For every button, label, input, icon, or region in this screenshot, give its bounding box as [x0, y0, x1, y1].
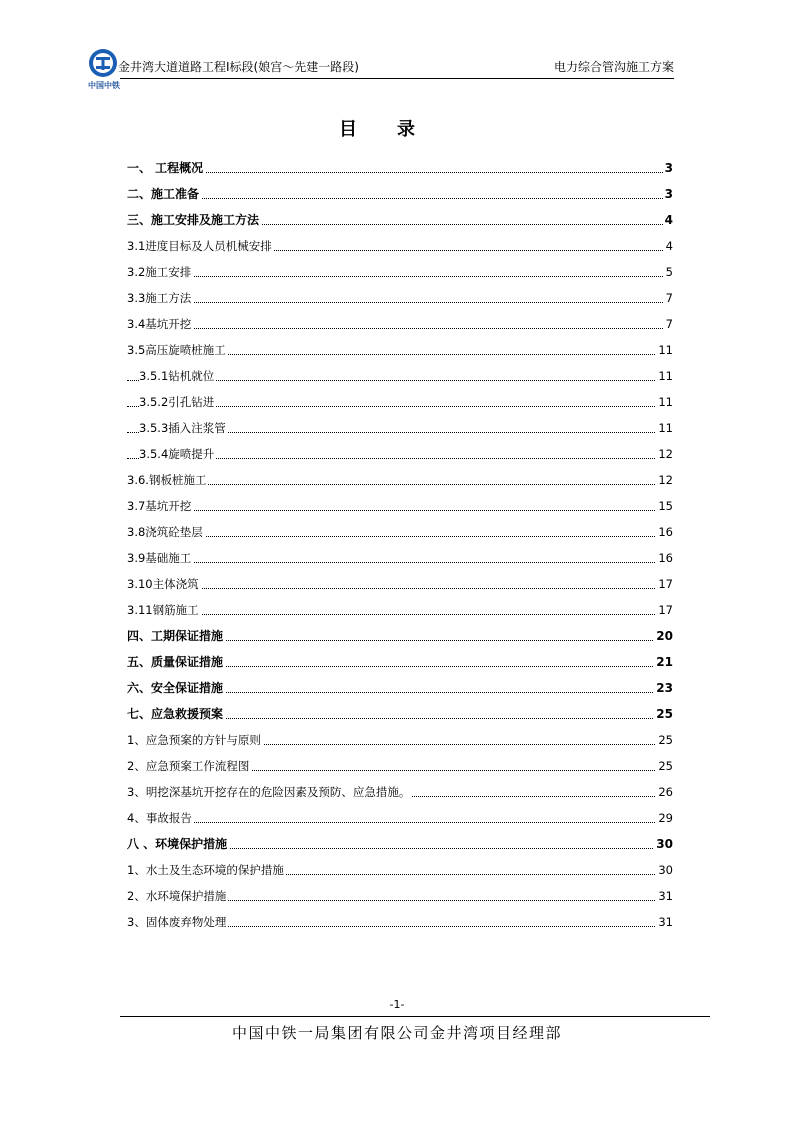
toc-entry-page: 7: [665, 317, 673, 331]
toc-entry-label: 二、施工准备: [127, 187, 200, 201]
logo-caption: 中国中铁: [88, 81, 120, 90]
toc-entry-label: 1、应急预案的方针与原则: [127, 733, 261, 747]
page-number: -1-: [389, 998, 405, 1011]
toc-entry-label: 八 、环境保护措施: [127, 837, 228, 851]
toc-entry[interactable]: [127, 784, 673, 800]
toc-entry-page: 20: [656, 629, 673, 643]
toc-leader-dots: [127, 276, 673, 277]
toc-entry-page: 25: [658, 733, 673, 747]
toc-entry-page: 3: [664, 187, 673, 201]
toc-entry[interactable]: [127, 290, 673, 306]
toc-entry-page: 5: [665, 265, 673, 279]
toc-entry[interactable]: [127, 264, 673, 280]
toc-leader-dots: [127, 536, 673, 537]
toc-entry-page: 11: [658, 343, 673, 357]
page-title: 目录: [339, 119, 455, 140]
toc-leader-dots: [127, 588, 673, 589]
toc-leader-dots: [127, 484, 673, 485]
toc-entry[interactable]: [127, 238, 673, 254]
toc-entry-label: 3.6.钢板桩施工: [127, 473, 207, 487]
toc-entry[interactable]: [127, 732, 673, 748]
toc-entry-label: 四、工期保证措施: [127, 629, 224, 643]
toc-entry-label: 一、 工程概况: [127, 161, 204, 175]
toc-entry-page: 21: [656, 655, 673, 669]
toc-entry-page: 15: [658, 499, 673, 513]
toc-entry-page: 16: [658, 551, 673, 565]
header-document-name: 电力综合管沟施工方案: [553, 60, 674, 74]
toc-entry[interactable]: [127, 680, 673, 696]
toc-entry-page: 4: [664, 213, 673, 227]
page-footer: 中国中铁一局集团有限公司金井湾项目经理部: [231, 1024, 562, 1042]
toc-entry[interactable]: [127, 654, 673, 670]
toc-leader-dots: [127, 510, 673, 511]
toc-entry-label: 3.4基坑开挖: [127, 317, 192, 331]
footer-divider: [120, 1016, 710, 1017]
toc-leader-dots: [127, 302, 673, 303]
toc-entry[interactable]: [127, 368, 673, 384]
toc-entry-page: 12: [658, 447, 673, 461]
toc-entry-label: 3.5.3插入注浆管: [139, 421, 226, 435]
toc-entry-label: 3.7基坑开挖: [127, 499, 192, 513]
toc-entry[interactable]: [127, 888, 673, 904]
toc-entry[interactable]: [127, 342, 673, 358]
toc-entry-label: 3、固体废弃物处理: [127, 915, 227, 929]
toc-entry-label: 3.5.1钻机就位: [139, 369, 215, 383]
toc-entry[interactable]: [127, 316, 673, 332]
toc-entry-label: 3.3施工方法: [127, 291, 192, 305]
toc-entry-label: 3.10主体浇筑: [127, 577, 199, 591]
toc-entry-label: 4、事故报告: [127, 811, 192, 825]
toc-entry-label: 3.5高压旋喷桩施工: [127, 343, 226, 357]
toc-entry-label: 3.11钢筋施工: [127, 603, 199, 617]
toc-entry-page: 11: [658, 369, 673, 383]
toc-entry-page: 25: [658, 759, 673, 773]
toc-entry-page: 11: [658, 421, 673, 435]
toc-entry-page: 31: [658, 889, 673, 903]
toc-entry[interactable]: [127, 420, 673, 436]
toc-entry-label: 七、应急救援预案: [127, 707, 224, 721]
toc-entry-page: 7: [665, 291, 673, 305]
toc-entry-label: 三、施工安排及施工方法: [127, 213, 260, 227]
header-divider: [120, 78, 674, 79]
toc-entry-page: 3: [664, 161, 673, 175]
toc-entry[interactable]: [127, 602, 673, 618]
toc-entry[interactable]: [127, 498, 673, 514]
toc-leader-dots: [127, 172, 673, 173]
toc-entry-page: 16: [658, 525, 673, 539]
toc-entry-page: 4: [665, 239, 673, 253]
toc-entry-label: 2、水环境保护措施: [127, 889, 227, 903]
toc-entry-label: 3.2施工安排: [127, 265, 192, 279]
toc-entry-label: 3.5.4旋喷提升: [139, 447, 215, 461]
toc-entry-page: 30: [658, 863, 673, 877]
toc-entry-label: 3.9基础施工: [127, 551, 192, 565]
toc-entry[interactable]: [127, 186, 673, 202]
toc-entry-label: 2、应急预案工作流程图: [127, 759, 250, 773]
toc-entry[interactable]: [127, 628, 673, 644]
toc-leader-dots: [127, 198, 673, 199]
toc-entry[interactable]: [127, 758, 673, 774]
toc-entry-label: 3.1进度目标及人员机械安排: [127, 239, 272, 253]
toc-leader-dots: [127, 614, 673, 615]
toc-entry[interactable]: [127, 810, 673, 826]
toc-entry-label: 3、明挖深基坑开挖存在的危险因素及预防、应急措施。: [127, 785, 411, 799]
toc-entry-label: 五、质量保证措施: [127, 655, 224, 669]
toc-entry-page: 12: [658, 473, 673, 487]
toc-entry-page: 26: [658, 785, 673, 799]
toc-entry[interactable]: [127, 212, 673, 228]
toc-entry[interactable]: [127, 862, 673, 878]
toc-entry-page: 11: [658, 395, 673, 409]
toc-entry[interactable]: [127, 446, 673, 462]
company-logo-icon: [88, 48, 118, 78]
toc-entry[interactable]: [127, 524, 673, 540]
toc-entry-page: 23: [656, 681, 673, 695]
toc-leader-dots: [127, 562, 673, 563]
page-header: [88, 48, 674, 90]
toc-entry-label: 1、水土及生态环境的保护措施: [127, 863, 284, 877]
toc-entry-page: 25: [656, 707, 673, 721]
toc-entry-page: 29: [658, 811, 673, 825]
toc-entry-label: 3.8浇筑砼垫层: [127, 525, 203, 539]
toc-leader-dots: [127, 328, 673, 329]
toc-entry-label: 六、安全保证措施: [127, 681, 224, 695]
header-project-name: 金井湾大道道路工程Ⅰ标段(娘宫～先建一路段): [118, 60, 359, 74]
toc-entry[interactable]: [127, 160, 673, 176]
toc-entry-label: 3.5.2引孔钻进: [139, 395, 215, 409]
toc-entry[interactable]: [127, 394, 673, 410]
toc-entry-page: 17: [658, 603, 673, 617]
toc-entry-page: 17: [658, 577, 673, 591]
toc-entry-page: 31: [658, 915, 673, 929]
toc-leader-dots: [127, 822, 673, 823]
toc-entry[interactable]: [127, 472, 673, 488]
toc-entry-page: 30: [656, 837, 673, 851]
toc-entry[interactable]: [127, 836, 673, 852]
toc-entry[interactable]: [127, 550, 673, 566]
toc-entry[interactable]: [127, 576, 673, 592]
toc-entry[interactable]: [127, 914, 673, 930]
toc-entry[interactable]: [127, 706, 673, 722]
